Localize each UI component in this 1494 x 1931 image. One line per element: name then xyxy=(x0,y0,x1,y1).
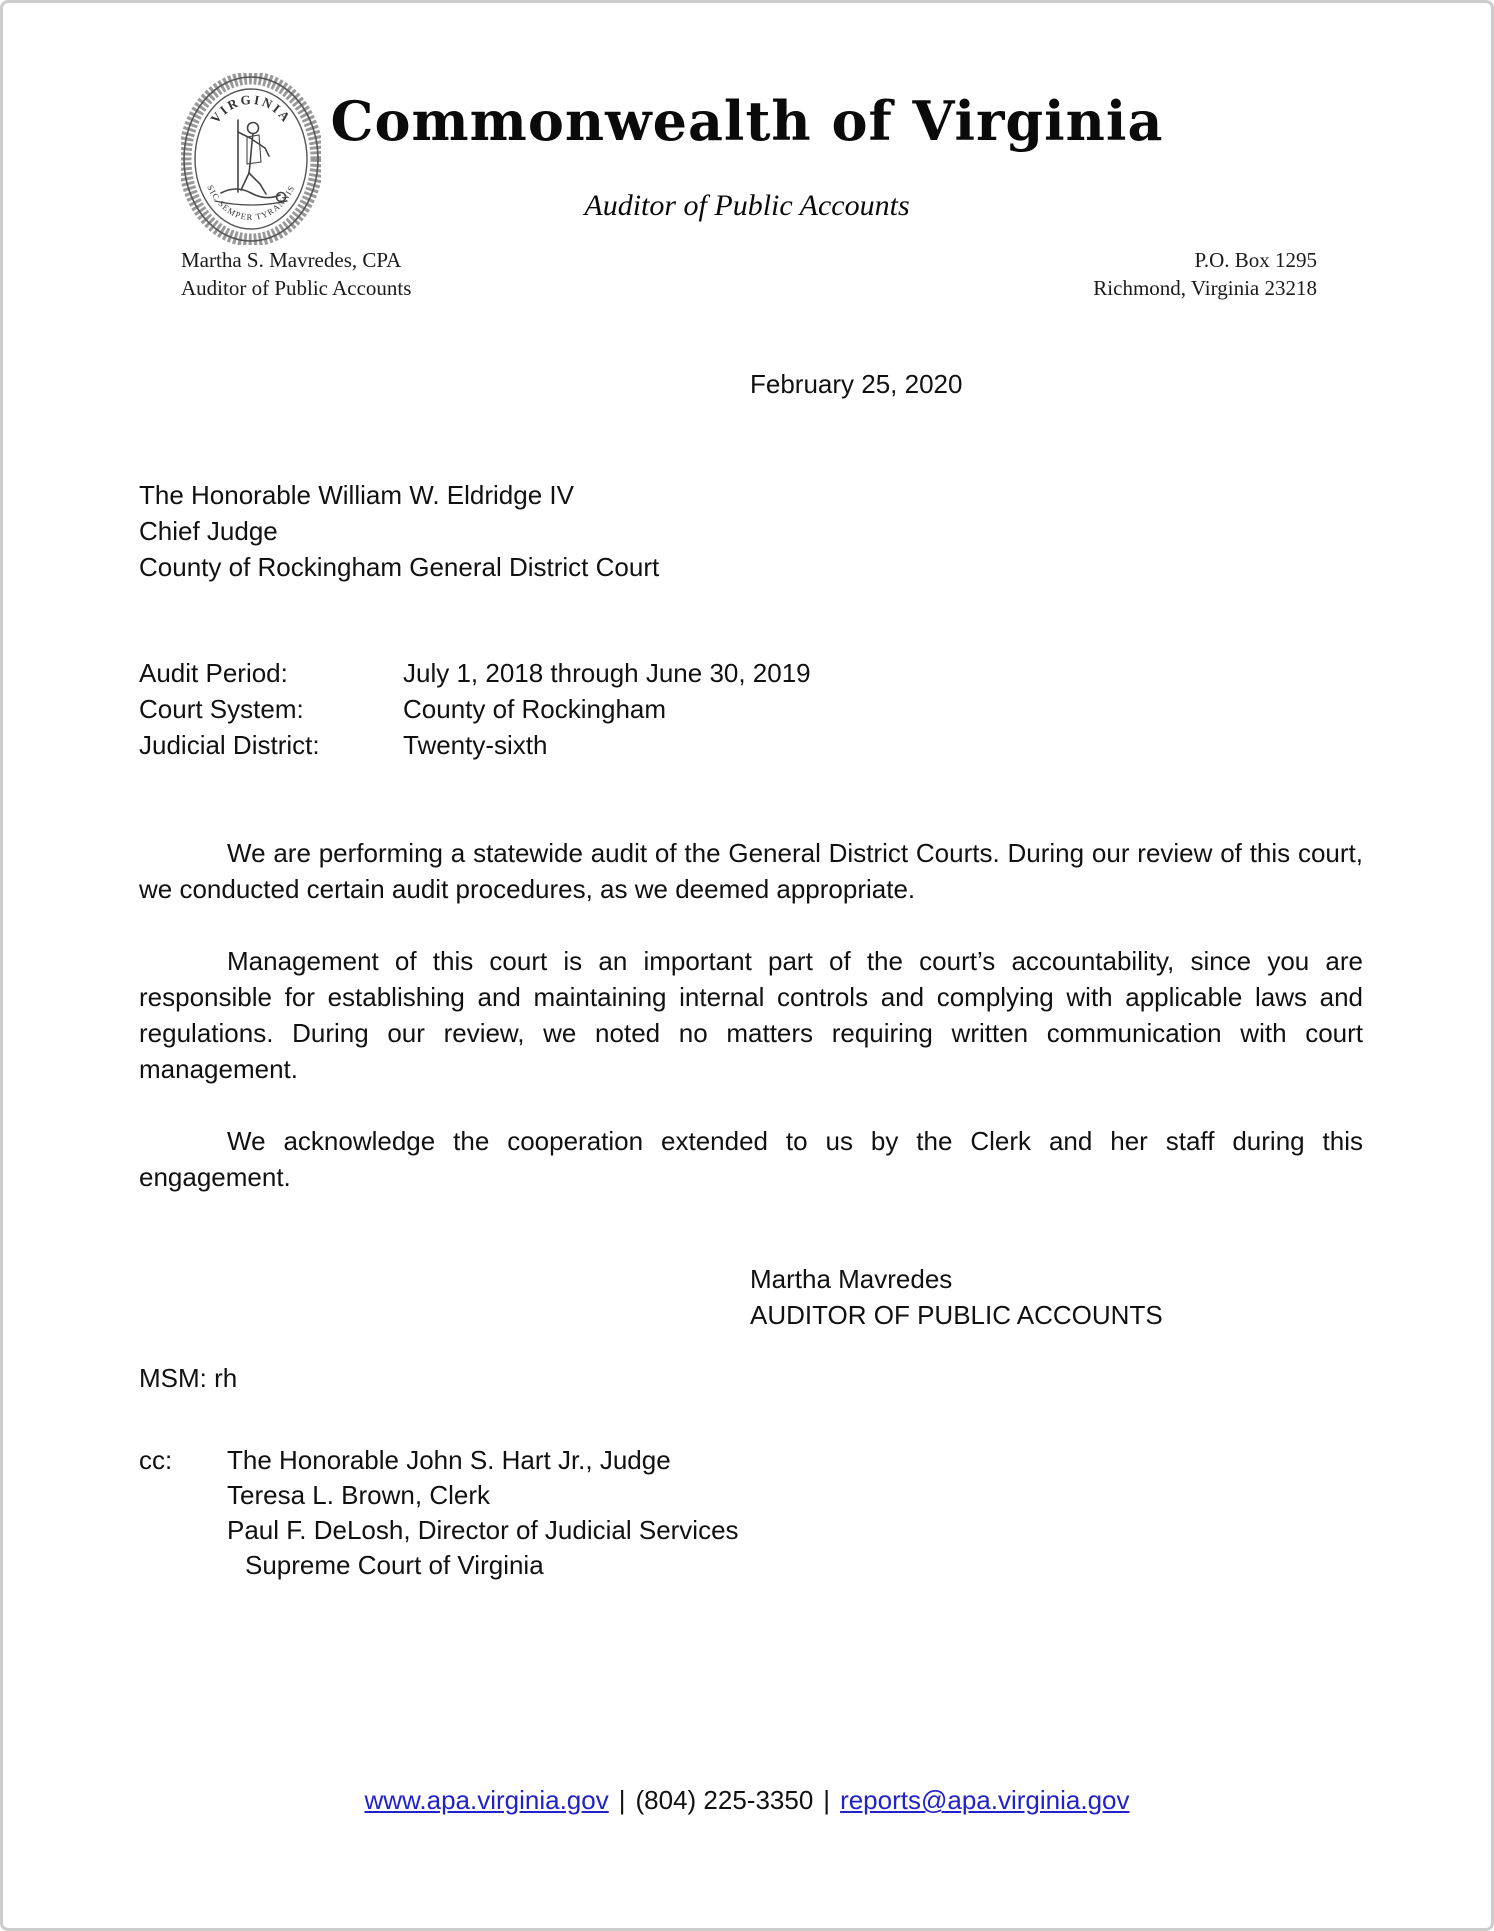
seal-motto-text: SIC SEMPER TYRANNIS xyxy=(205,183,297,223)
letter-date: February 25, 2020 xyxy=(750,369,963,399)
footer-separator: | xyxy=(618,1785,626,1815)
cc-block xyxy=(139,1443,739,1583)
audit-info-row xyxy=(139,691,811,727)
recipient-title: Chief Judge xyxy=(139,516,278,546)
court-system-label: Court System: xyxy=(139,694,304,724)
seal-top-text: VIRGINIA xyxy=(207,91,295,127)
body-paragraph-3: We acknowledge the cooperation extended to us by the Clerk and her staff during this engagement. xyxy=(139,1126,1363,1192)
letterhead-auditor-contact xyxy=(181,246,411,302)
letterhead-address xyxy=(1093,246,1317,302)
cc-item: Paul F. DeLosh, Director of Judicial Services xyxy=(227,1515,739,1545)
auditor-name: Martha S. Mavredes, CPA xyxy=(181,248,402,272)
signer-name: Martha Mavredes xyxy=(750,1264,953,1294)
audit-info-row xyxy=(139,655,811,691)
audit-info-block xyxy=(139,655,811,763)
signer-title: AUDITOR OF PUBLIC ACCOUNTS xyxy=(750,1300,1163,1330)
audit-period-label: Audit Period: xyxy=(139,658,288,688)
court-system-value: County of Rockingham xyxy=(403,694,667,724)
judicial-district-value: Twenty-sixth xyxy=(403,730,548,760)
email-link[interactable]: reports@apa.virginia.gov xyxy=(840,1785,1130,1815)
cc-label: cc: xyxy=(139,1445,173,1475)
body-paragraph-2: Management of this court is an important part of the court’s accountability, since you are responsible for establishing and maintaining internal controls and complying with applicable laws and regulations. During our review, we noted no matters requiring written communication with court management. xyxy=(139,946,1363,1084)
recipient-block xyxy=(139,477,659,585)
recipient-name: The Honorable William W. Eldridge IV xyxy=(139,480,574,510)
auditor-title: Auditor of Public Accounts xyxy=(181,276,412,300)
body-paragraph-1: We are performing a statewide audit of the General District Courts. During our review of this court, we conducted certain audit procedures, as we deemed appropriate. xyxy=(139,838,1363,904)
signature-block xyxy=(750,1261,1163,1333)
letter-body xyxy=(139,835,1363,1231)
po-box-line: P.O. Box 1295 xyxy=(1194,248,1317,272)
city-state-zip-line: Richmond, Virginia 23218 xyxy=(1093,276,1317,300)
reference-initials: MSM: rh xyxy=(139,1363,238,1393)
footer-separator: | xyxy=(823,1785,831,1815)
cc-item: Teresa L. Brown, Clerk xyxy=(227,1480,490,1510)
page-footer xyxy=(3,1785,1491,1816)
judicial-district-label: Judicial District: xyxy=(139,730,320,760)
cc-item: The Honorable John S. Hart Jr., Judge xyxy=(227,1445,671,1475)
website-link[interactable]: www.apa.virginia.gov xyxy=(364,1785,609,1815)
cc-list xyxy=(227,1443,739,1583)
recipient-organization: County of Rockingham General District Court xyxy=(139,552,660,582)
letterhead-title: Commonwealth of Virginia xyxy=(330,89,1164,153)
audit-period-value: July 1, 2018 through June 30, 2019 xyxy=(403,658,811,688)
audit-info-row xyxy=(139,727,811,763)
letterhead-subtitle: Auditor of Public Accounts xyxy=(584,189,910,222)
phone-number: (804) 225-3350 xyxy=(635,1785,814,1815)
cc-item: Supreme Court of Virginia xyxy=(245,1550,544,1580)
